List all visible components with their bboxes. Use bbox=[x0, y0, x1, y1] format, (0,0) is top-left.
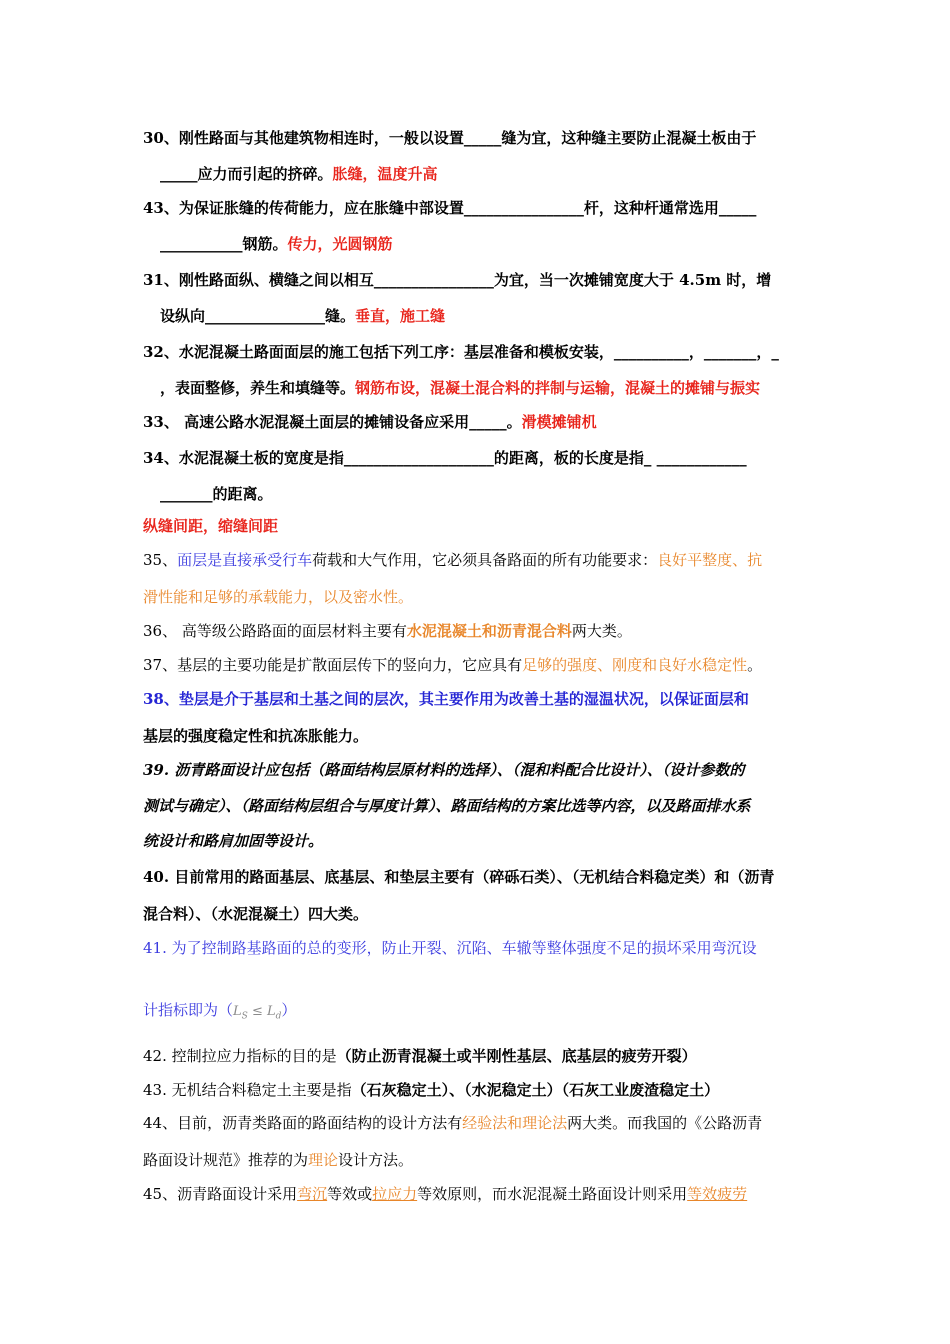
blank: _____ bbox=[718, 199, 757, 217]
blank: _____ bbox=[463, 129, 502, 147]
q40-line-2: 混合料）、（水泥混凝土）四大类。 bbox=[143, 905, 369, 923]
q34-answer: 纵缝间距，缩缝间距 bbox=[143, 517, 279, 535]
answer: 垂直，施工缝 bbox=[355, 307, 446, 325]
q45-line: 45、沥青路面设计采用弯沉等效或拉应力等效原则，而水泥混凝土路面设计则采用等效疲劳 bbox=[143, 1185, 748, 1203]
q38-line-2: 基层的强度稳定性和抗冻胀能力。 bbox=[143, 727, 369, 745]
q41-line-1: 41. 为了控制路基路面的总的变形，防止开裂、沉陷、车辙等整体强度不足的损坏采用弯沉设 bbox=[143, 939, 757, 957]
blank: _ bbox=[771, 343, 779, 361]
blank: __________ bbox=[613, 343, 689, 361]
q42-line: 42. 控制拉应力指标的目的是（防止沥青混凝土或半刚性基层、底基层的疲劳开裂） bbox=[143, 1047, 697, 1065]
blank: _______ bbox=[703, 343, 757, 361]
answer: 钢筋布设，混凝土混合料的拌制与运输，混凝土的摊铺与振实 bbox=[355, 379, 761, 397]
blank: ___________ bbox=[160, 235, 243, 253]
blank: _ ____________ bbox=[643, 449, 747, 467]
q31-line-1: 31、刚性路面纵、横缝之间以相互________________为宜，当一次摊铺宽度大于 4.5m 时，增 bbox=[143, 271, 772, 289]
q36-line: 36、 高等级公路路面的面层材料主要有水泥混凝土和沥青混合料两大类。 bbox=[143, 622, 632, 640]
q35-line-2: 滑性能和足够的承载能力，以及密水性。 bbox=[143, 588, 414, 606]
q32-line-1: 32、水泥混凝土路面面层的施工包括下列工序：基层准备和模板安装，__________，_______，_ bbox=[143, 343, 779, 361]
q30-line-1: 30、刚性路面与其他建筑物相连时，一般以设置_____缝为宜，这种缝主要防止混凝土板由于 bbox=[143, 129, 757, 147]
q37-line: 37、基层的主要功能是扩散面层传下的竖向力，它应具有足够的强度、刚度和良好水稳定性。 bbox=[143, 656, 763, 674]
q34-line-1: 34、水泥混凝土板的宽度是指____________________的距离，板的长度是指_ ____________ bbox=[143, 449, 747, 467]
blank: ____________________ bbox=[343, 449, 494, 467]
q38-line-1: 38、垫层是介于基层和土基之间的层次，其主要作用为改善土基的湿温状况，以保证面层和 bbox=[143, 690, 749, 708]
blank: ________________ bbox=[373, 271, 494, 289]
q41-line-2: 计指标即为$(L_S \le L_d)$ bbox=[143, 1001, 297, 1022]
q43b-line: 43. 无机结合料稳定土主要是指（石灰稳定土）、（水泥稳定土）（石灰工业废渣稳定土） bbox=[143, 1081, 720, 1099]
answer: 传力，光圆钢筋 bbox=[287, 235, 393, 253]
blank: _______ bbox=[160, 485, 213, 503]
q43a-line-1: 43、为保证胀缝的传荷能力，应在胀缝中部设置________________杆，这种杆通常选用_____ bbox=[143, 199, 757, 217]
blank: ________________ bbox=[205, 307, 326, 325]
q33-line: 33、 高速公路水泥混凝土面层的摊铺设备应采用_____。滑模摊铺机 bbox=[143, 413, 597, 431]
q44-line-2: 路面设计规范》推荐的为理论设计方法。 bbox=[143, 1151, 414, 1169]
q30-line-2: _____应力而引起的挤碎。胀缝，温度升高 bbox=[160, 165, 438, 183]
answer: 滑模摊铺机 bbox=[521, 413, 597, 431]
answer: 胀缝，温度升高 bbox=[332, 165, 438, 183]
blank: ________________ bbox=[463, 199, 584, 217]
q43a-line-2: ___________钢筋。传力，光圆钢筋 bbox=[160, 235, 393, 253]
formula: $L_S \le L_d$ bbox=[233, 1004, 282, 1022]
blank: _____ bbox=[469, 413, 507, 431]
q39-line-1: 39. 沥青路面设计应包括（路面结构层原材料的选择）、（混和料配合比设计）、（设计参数的 bbox=[143, 761, 745, 779]
q35-line-1: 35、面层是直接承受行车荷载和大气作用，它必须具备路面的所有功能要求：良好平整度、抗 bbox=[143, 551, 763, 569]
blank: _____ bbox=[160, 165, 198, 183]
q39-line-2: 测试与确定）、（路面结构层组合与厚度计算）、路面结构的方案比选等内容，以及路面排水系 bbox=[143, 797, 751, 815]
q39-line-3: 统设计和路肩加固等设计。 bbox=[143, 832, 324, 850]
q40-line-1: 40. 目前常用的路面基层、底基层、和垫层主要有（碎砾石类）、（无机结合料稳定类）和（沥青 bbox=[143, 868, 775, 886]
q44-line-1: 44、目前，沥青类路面的路面结构的设计方法有经验法和理论法两大类。而我国的《公路沥青 bbox=[143, 1114, 763, 1132]
q31-line-2: 设纵向________________缝。垂直，施工缝 bbox=[160, 307, 446, 325]
q34-line-2: _______的距离。 bbox=[160, 485, 273, 503]
q32-line-2: ，表面整修，养生和填缝等。钢筋布设，混凝土混合料的拌制与运输，混凝土的摊铺与振实 bbox=[160, 379, 761, 397]
